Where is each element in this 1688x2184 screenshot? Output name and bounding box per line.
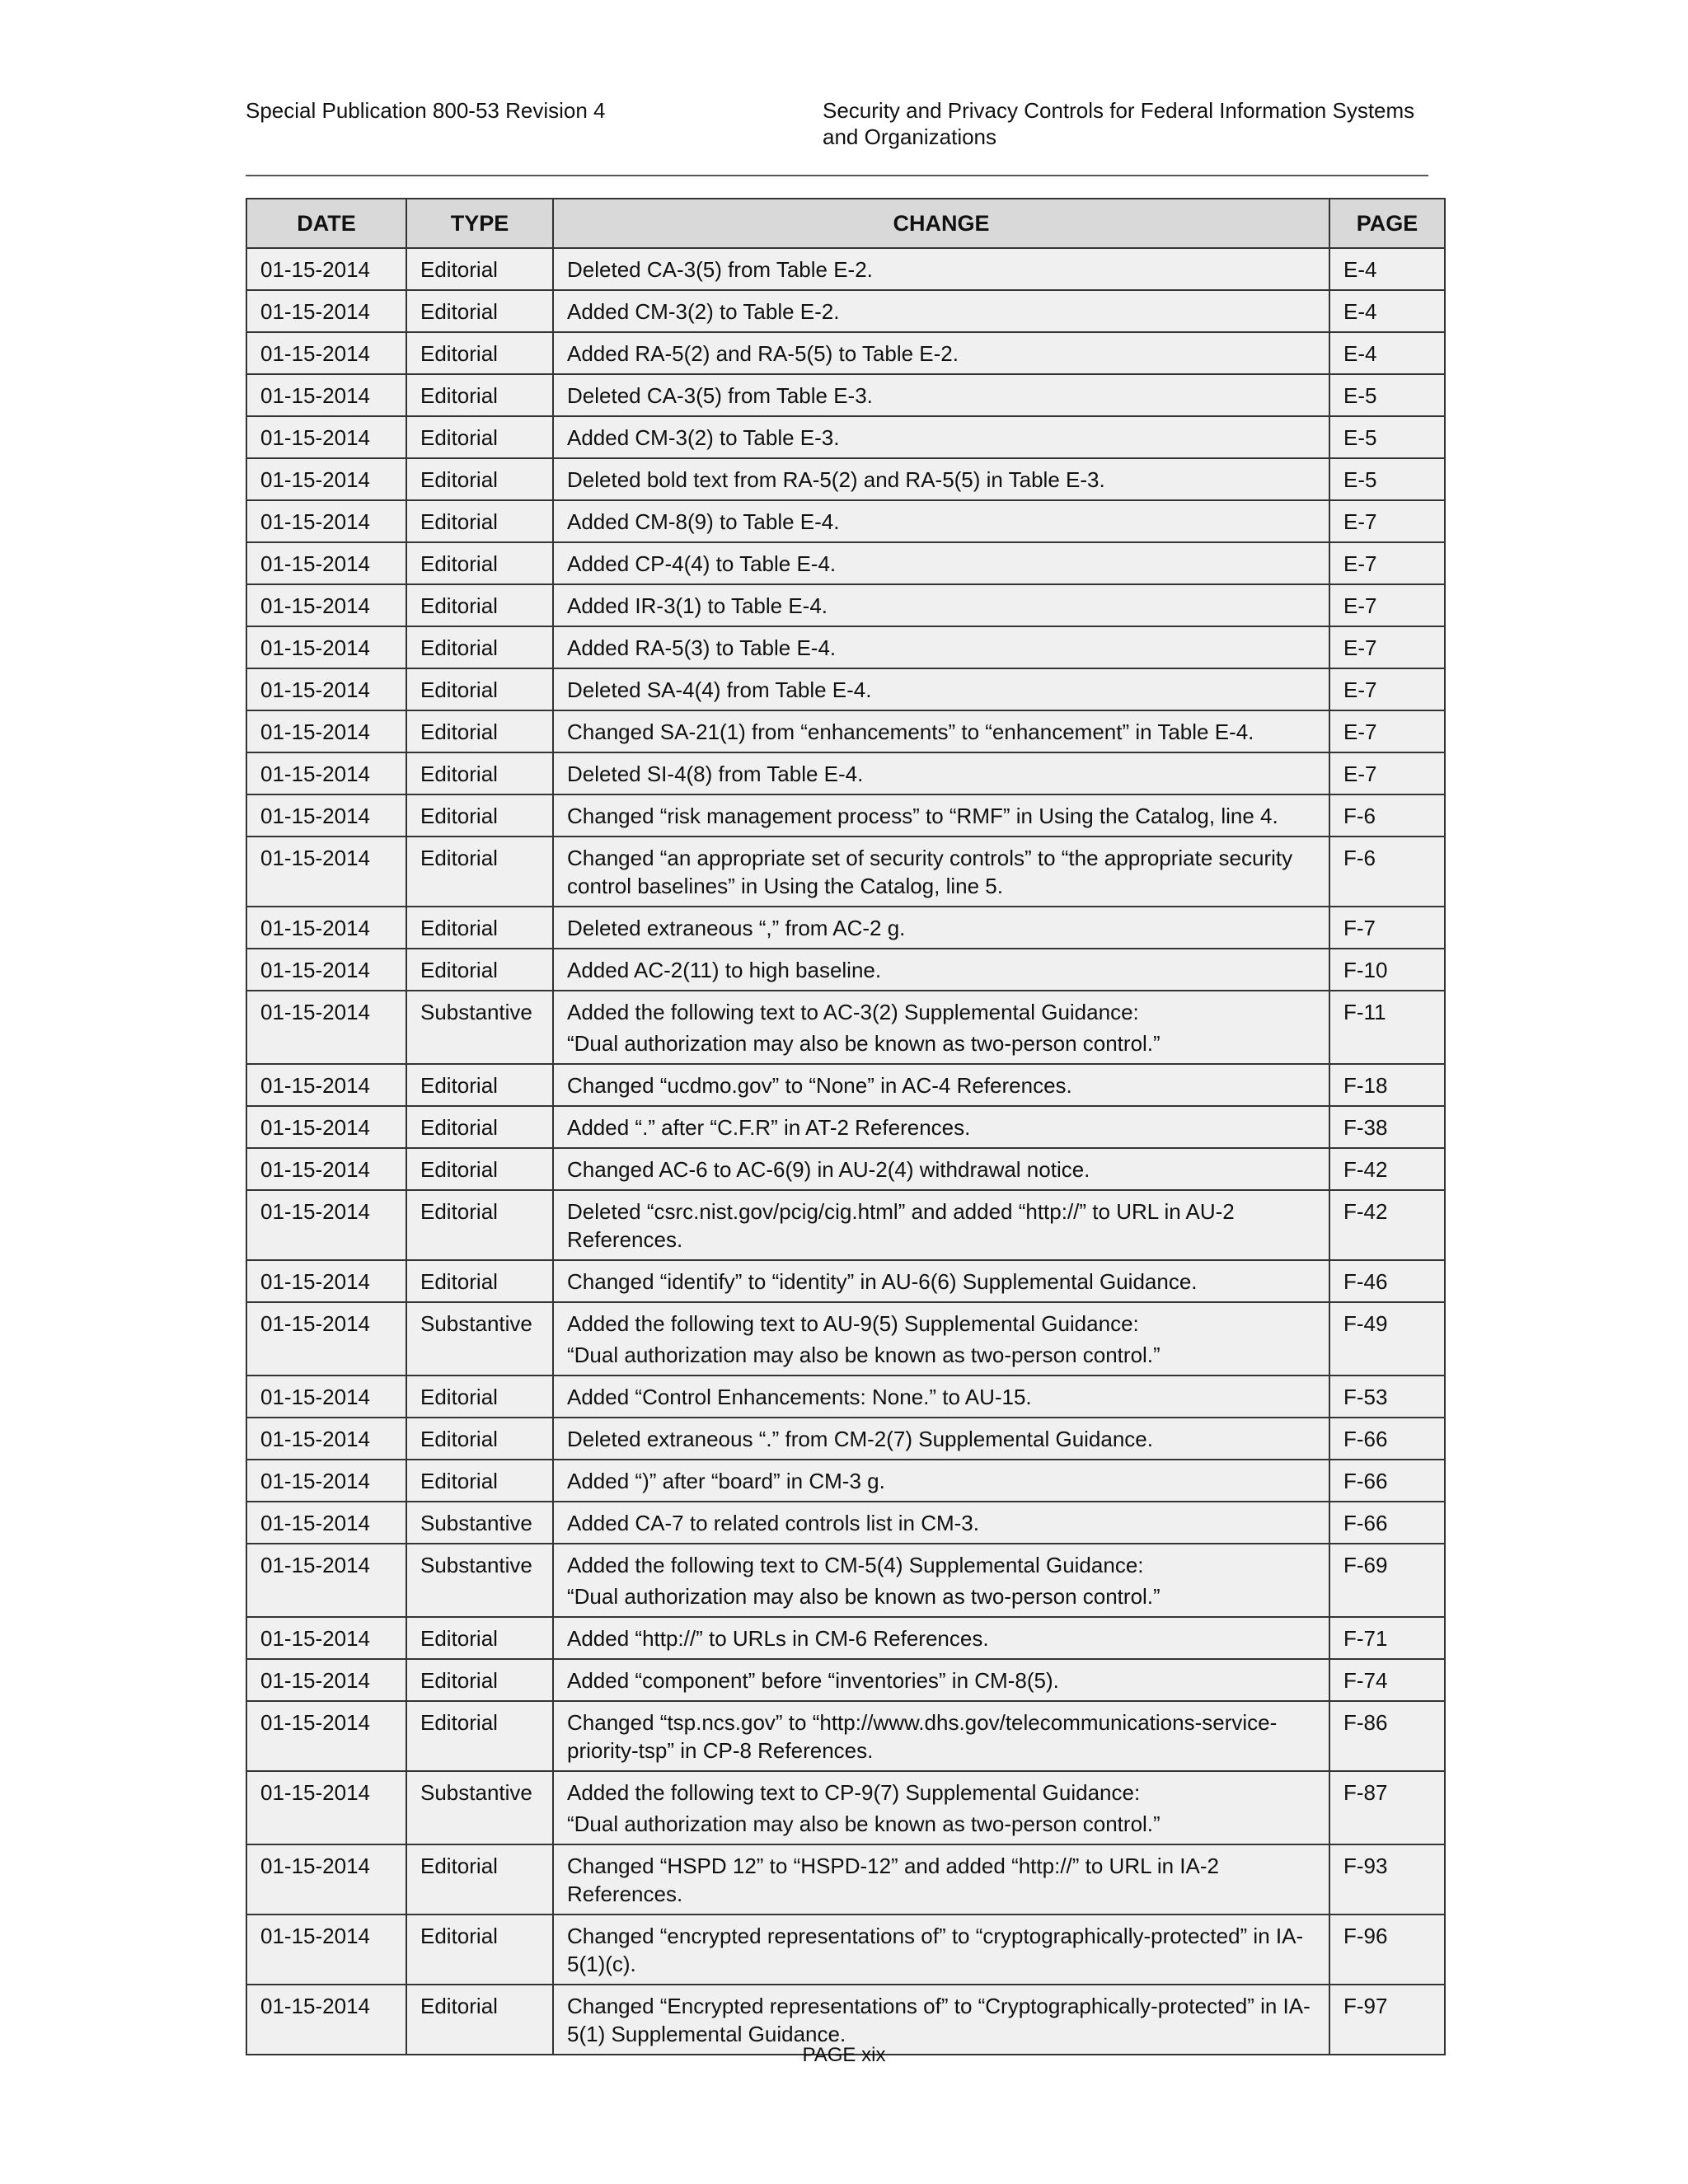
row-type: Editorial — [406, 1844, 553, 1915]
table-row — [246, 907, 1445, 949]
table-row — [246, 1418, 1445, 1460]
change-text: “Dual authorization may also be known as two-person control.” — [567, 1584, 1160, 1609]
table-row — [246, 1376, 1445, 1418]
change-text: Added “)” after “board” in CM-3 g. — [567, 1469, 885, 1493]
row-type: Editorial — [406, 907, 553, 949]
row-change — [553, 710, 1329, 752]
table-body — [246, 248, 1445, 2055]
row-change — [553, 752, 1329, 794]
change-text: Added IR-3(1) to Table E-4. — [567, 593, 828, 618]
table-row — [246, 949, 1445, 991]
row-date: 01-15-2014 — [246, 668, 406, 710]
row-date: 01-15-2014 — [246, 290, 406, 332]
change-text: Deleted SA-4(4) from Table E-4. — [567, 677, 872, 702]
row-type: Editorial — [406, 542, 553, 584]
row-date: 01-15-2014 — [246, 710, 406, 752]
row-page: F-86 — [1329, 1701, 1445, 1771]
change-text: Changed “ucdmo.gov” to “None” in AC-4 References. — [567, 1073, 1072, 1098]
table-row — [246, 668, 1445, 710]
change-text: Added RA-5(2) and RA-5(5) to Table E-2. — [567, 341, 959, 366]
row-page: F-96 — [1329, 1915, 1445, 1985]
table-row — [246, 837, 1445, 907]
row-date: 01-15-2014 — [246, 584, 406, 626]
row-type: Editorial — [406, 1659, 553, 1701]
change-text: Changed “an appropriate set of security controls” to “the appropriate security control baselines” in Using the Catalog, line 5. — [567, 846, 1293, 898]
row-page: F-42 — [1329, 1190, 1445, 1260]
table-row — [246, 458, 1445, 500]
row-change — [553, 991, 1329, 1064]
table-row — [246, 1617, 1445, 1659]
column-header-date: DATE — [246, 199, 406, 248]
row-type: Editorial — [406, 1064, 553, 1106]
table-row — [246, 416, 1445, 458]
change-text: Added “Control Enhancements: None.” to AU-15. — [567, 1385, 1032, 1409]
table-row — [246, 1915, 1445, 1985]
row-page: E-7 — [1329, 752, 1445, 794]
row-change — [553, 500, 1329, 542]
row-date: 01-15-2014 — [246, 949, 406, 991]
table-header-row — [246, 199, 1445, 248]
row-change — [553, 1460, 1329, 1502]
row-page: E-5 — [1329, 374, 1445, 416]
change-text: Added “http://” to URLs in CM-6 References. — [567, 1626, 989, 1651]
row-type: Editorial — [406, 416, 553, 458]
row-type: Editorial — [406, 1701, 553, 1771]
row-type: Editorial — [406, 1260, 553, 1302]
row-type: Editorial — [406, 1190, 553, 1260]
change-text: Changed “identify” to “identity” in AU-6(6) Supplemental Guidance. — [567, 1269, 1198, 1294]
change-text: Deleted “csrc.nist.gov/pcig/cig.html” and added “http://” to URL in AU-2 References. — [567, 1199, 1235, 1252]
row-type: Editorial — [406, 332, 553, 374]
table-row — [246, 991, 1445, 1064]
row-change — [553, 907, 1329, 949]
row-change — [553, 949, 1329, 991]
row-change — [553, 248, 1329, 290]
row-change — [553, 1302, 1329, 1376]
row-page: E-4 — [1329, 248, 1445, 290]
change-text: “Dual authorization may also be known as two-person control.” — [567, 1811, 1160, 1836]
table-row — [246, 794, 1445, 837]
change-text: Changed “encrypted representations of” to “cryptographically-protected” in IA-5(1)(c). — [567, 1924, 1304, 1976]
table-row — [246, 1064, 1445, 1106]
table-row — [246, 248, 1445, 290]
row-page: F-53 — [1329, 1376, 1445, 1418]
column-header-page: PAGE — [1329, 199, 1445, 248]
row-change — [553, 1376, 1329, 1418]
row-date: 01-15-2014 — [246, 837, 406, 907]
row-page: F-93 — [1329, 1844, 1445, 1915]
row-type: Editorial — [406, 248, 553, 290]
row-date: 01-15-2014 — [246, 500, 406, 542]
change-text: Added CM-8(9) to Table E-4. — [567, 509, 840, 534]
table-row — [246, 1502, 1445, 1544]
change-text: Changed AC-6 to AC-6(9) in AU-2(4) withdrawal notice. — [567, 1157, 1090, 1182]
row-type: Editorial — [406, 794, 553, 837]
row-page: F-38 — [1329, 1106, 1445, 1148]
row-date: 01-15-2014 — [246, 416, 406, 458]
change-text: Added AC-2(11) to high baseline. — [567, 958, 882, 982]
row-page: F-42 — [1329, 1148, 1445, 1190]
row-date: 01-15-2014 — [246, 1376, 406, 1418]
change-text: Added the following text to CP-9(7) Supplemental Guidance: — [567, 1780, 1141, 1805]
row-change — [553, 1260, 1329, 1302]
row-page: E-7 — [1329, 668, 1445, 710]
row-change — [553, 626, 1329, 668]
row-type: Editorial — [406, 584, 553, 626]
row-page: F-49 — [1329, 1302, 1445, 1376]
table-row — [246, 710, 1445, 752]
row-date: 01-15-2014 — [246, 248, 406, 290]
row-date: 01-15-2014 — [246, 374, 406, 416]
row-date: 01-15-2014 — [246, 1260, 406, 1302]
row-type: Editorial — [406, 1148, 553, 1190]
row-date: 01-15-2014 — [246, 1460, 406, 1502]
row-change — [553, 584, 1329, 626]
row-date: 01-15-2014 — [246, 1190, 406, 1260]
document-title-line-2: and Organizations — [823, 124, 997, 149]
row-type: Editorial — [406, 626, 553, 668]
row-page: E-5 — [1329, 416, 1445, 458]
change-text: Added CM-3(2) to Table E-2. — [567, 299, 840, 324]
errata-table — [246, 198, 1446, 2055]
row-page: E-7 — [1329, 542, 1445, 584]
table-row — [246, 1659, 1445, 1701]
row-page: E-7 — [1329, 500, 1445, 542]
row-type: Editorial — [406, 668, 553, 710]
change-text: “Dual authorization may also be known as two-person control.” — [567, 1031, 1160, 1056]
row-change — [553, 416, 1329, 458]
row-date: 01-15-2014 — [246, 1985, 406, 2055]
row-change — [553, 837, 1329, 907]
row-change — [553, 1190, 1329, 1260]
change-text: Deleted bold text from RA-5(2) and RA-5(5) in Table E-3. — [567, 467, 1105, 492]
table-row — [246, 1260, 1445, 1302]
row-change — [553, 1418, 1329, 1460]
row-page: F-66 — [1329, 1418, 1445, 1460]
row-change — [553, 1502, 1329, 1544]
table-row — [246, 332, 1445, 374]
table-row — [246, 626, 1445, 668]
row-page: F-7 — [1329, 907, 1445, 949]
row-change — [553, 290, 1329, 332]
table-row — [246, 1190, 1445, 1260]
table-row — [246, 584, 1445, 626]
row-page: F-66 — [1329, 1502, 1445, 1544]
row-date: 01-15-2014 — [246, 1148, 406, 1190]
table-row — [246, 1148, 1445, 1190]
row-change — [553, 668, 1329, 710]
table-row — [246, 1701, 1445, 1771]
change-text: Deleted extraneous “,” from AC-2 g. — [567, 916, 906, 940]
change-text: Added RA-5(3) to Table E-4. — [567, 635, 837, 660]
row-page: F-97 — [1329, 1985, 1445, 2055]
row-type: Substantive — [406, 1771, 553, 1844]
row-date: 01-15-2014 — [246, 1844, 406, 1915]
row-change — [553, 794, 1329, 837]
change-text: Deleted extraneous “.” from CM-2(7) Supplemental Guidance. — [567, 1427, 1153, 1451]
row-change — [553, 1617, 1329, 1659]
change-text: Added CM-3(2) to Table E-3. — [567, 425, 840, 450]
change-text: Deleted CA-3(5) from Table E-2. — [567, 257, 873, 282]
table-row — [246, 542, 1445, 584]
row-change — [553, 332, 1329, 374]
row-page: F-69 — [1329, 1544, 1445, 1617]
row-type: Editorial — [406, 1915, 553, 1985]
row-page: F-11 — [1329, 991, 1445, 1064]
change-text: Deleted SI-4(8) from Table E-4. — [567, 762, 864, 786]
row-type: Editorial — [406, 837, 553, 907]
row-change — [553, 1106, 1329, 1148]
table-row — [246, 290, 1445, 332]
row-page: F-87 — [1329, 1771, 1445, 1844]
row-page: F-46 — [1329, 1260, 1445, 1302]
row-page: F-71 — [1329, 1617, 1445, 1659]
row-change — [553, 374, 1329, 416]
header-divider — [246, 175, 1428, 176]
row-date: 01-15-2014 — [246, 1502, 406, 1544]
row-type: Editorial — [406, 1376, 553, 1418]
page-number: PAGE xix — [802, 2044, 886, 2066]
change-text: Added “.” after “C.F.R” in AT-2 References. — [567, 1115, 971, 1140]
row-change — [553, 1771, 1329, 1844]
row-page: F-6 — [1329, 837, 1445, 907]
row-date: 01-15-2014 — [246, 907, 406, 949]
row-change — [553, 542, 1329, 584]
row-date: 01-15-2014 — [246, 752, 406, 794]
change-text: Changed “Encrypted representations of” to “Cryptographically-protected” in IA-5(1) Supplemental Guidance. — [567, 1994, 1311, 2046]
change-text: Added the following text to AC-3(2) Supplemental Guidance: — [567, 1000, 1139, 1024]
row-page: F-18 — [1329, 1064, 1445, 1106]
row-change — [553, 1844, 1329, 1915]
row-type: Substantive — [406, 1544, 553, 1617]
row-type: Editorial — [406, 949, 553, 991]
row-page: E-5 — [1329, 458, 1445, 500]
row-change — [553, 1659, 1329, 1701]
row-type: Editorial — [406, 1106, 553, 1148]
row-date: 01-15-2014 — [246, 1064, 406, 1106]
row-date: 01-15-2014 — [246, 1701, 406, 1771]
table-row — [246, 1460, 1445, 1502]
change-text: Added CA-7 to related controls list in CM-3. — [567, 1511, 979, 1535]
row-date: 01-15-2014 — [246, 332, 406, 374]
row-change — [553, 458, 1329, 500]
row-type: Editorial — [406, 752, 553, 794]
table-row — [246, 1302, 1445, 1376]
row-type: Editorial — [406, 1985, 553, 2055]
row-type: Substantive — [406, 1502, 553, 1544]
row-page: E-4 — [1329, 332, 1445, 374]
row-date: 01-15-2014 — [246, 542, 406, 584]
table-row — [246, 752, 1445, 794]
table-row — [246, 1544, 1445, 1617]
change-text: Deleted CA-3(5) from Table E-3. — [567, 383, 873, 408]
row-page: F-74 — [1329, 1659, 1445, 1701]
row-type: Editorial — [406, 1418, 553, 1460]
row-date: 01-15-2014 — [246, 1106, 406, 1148]
row-page: E-7 — [1329, 710, 1445, 752]
row-page: E-7 — [1329, 584, 1445, 626]
row-page: F-10 — [1329, 949, 1445, 991]
row-date: 01-15-2014 — [246, 991, 406, 1064]
row-change — [553, 1701, 1329, 1771]
table-row — [246, 1106, 1445, 1148]
publication-title: Special Publication 800-53 Revision 4 — [246, 98, 606, 123]
change-text: Changed SA-21(1) from “enhancements” to “enhancement” in Table E-4. — [567, 719, 1254, 744]
row-page: E-4 — [1329, 290, 1445, 332]
row-page: F-66 — [1329, 1460, 1445, 1502]
row-page: E-7 — [1329, 626, 1445, 668]
row-type: Substantive — [406, 1302, 553, 1376]
change-text: Added “component” before “inventories” in CM-8(5). — [567, 1668, 1059, 1693]
change-text: “Dual authorization may also be known as two-person control.” — [567, 1343, 1160, 1367]
row-type: Editorial — [406, 1617, 553, 1659]
row-change — [553, 1915, 1329, 1985]
row-date: 01-15-2014 — [246, 458, 406, 500]
row-date: 01-15-2014 — [246, 1617, 406, 1659]
column-header-change: CHANGE — [553, 199, 1329, 248]
page-header — [246, 97, 1428, 176]
row-date: 01-15-2014 — [246, 1418, 406, 1460]
row-type: Editorial — [406, 500, 553, 542]
row-date: 01-15-2014 — [246, 1302, 406, 1376]
row-change — [553, 1544, 1329, 1617]
row-type: Editorial — [406, 458, 553, 500]
change-text: Changed “HSPD 12” to “HSPD-12” and added “http://” to URL in IA-2 References. — [567, 1854, 1219, 1906]
table-row — [246, 1844, 1445, 1915]
row-change — [553, 1064, 1329, 1106]
row-page: F-6 — [1329, 794, 1445, 837]
row-type: Editorial — [406, 1460, 553, 1502]
table-row — [246, 500, 1445, 542]
row-change — [553, 1148, 1329, 1190]
document-title-line-1: Security and Privacy Controls for Federal Information Systems — [823, 98, 1415, 123]
table-row — [246, 1771, 1445, 1844]
change-text: Added the following text to CM-5(4) Supplemental Guidance: — [567, 1553, 1144, 1577]
row-date: 01-15-2014 — [246, 1659, 406, 1701]
row-type: Editorial — [406, 290, 553, 332]
row-date: 01-15-2014 — [246, 1771, 406, 1844]
column-header-type: TYPE — [406, 199, 553, 248]
row-type: Substantive — [406, 991, 553, 1064]
change-text: Added the following text to AU-9(5) Supplemental Guidance: — [567, 1311, 1139, 1336]
change-text: Changed “tsp.ncs.gov” to “http://www.dhs.gov/telecommunications-service-priority-tsp” in CP-8 References. — [567, 1710, 1278, 1763]
row-date: 01-15-2014 — [246, 626, 406, 668]
row-date: 01-15-2014 — [246, 794, 406, 837]
change-text: Changed “risk management process” to “RMF” in Using the Catalog, line 4. — [567, 804, 1278, 828]
row-date: 01-15-2014 — [246, 1915, 406, 1985]
table-row — [246, 374, 1445, 416]
document-title — [823, 97, 1449, 150]
row-date: 01-15-2014 — [246, 1544, 406, 1617]
row-type: Editorial — [406, 374, 553, 416]
row-type: Editorial — [406, 710, 553, 752]
change-text: Added CP-4(4) to Table E-4. — [567, 551, 837, 576]
